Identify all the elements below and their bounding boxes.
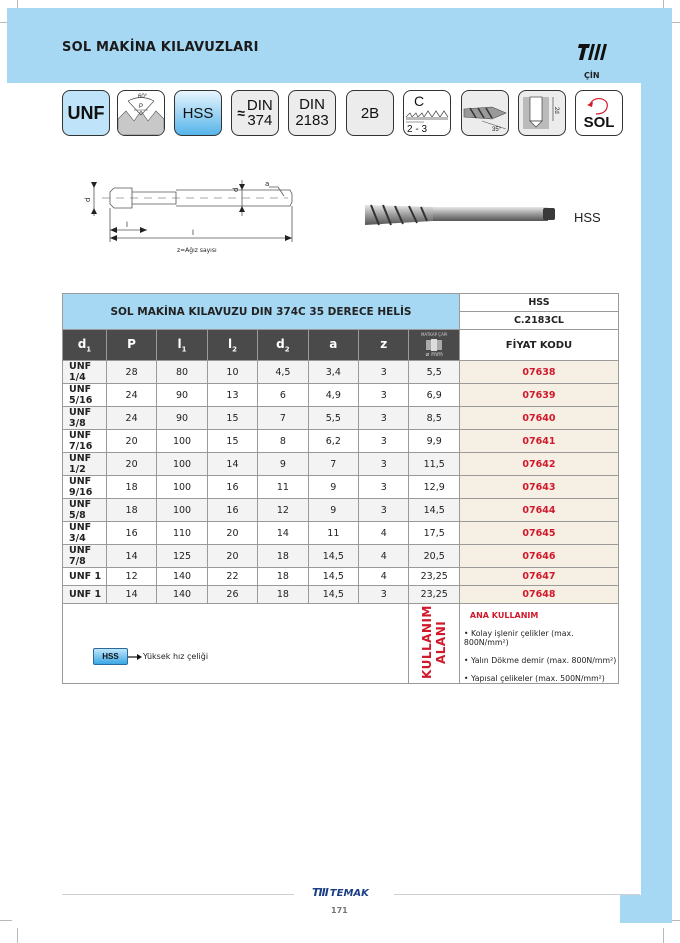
arrow-right-icon	[128, 653, 142, 661]
spiral-graphic	[462, 91, 508, 135]
price-code-cell: 07641	[459, 430, 618, 453]
table-body	[63, 361, 619, 604]
blind-hole-graphic	[519, 91, 565, 135]
table-cell: 11	[308, 522, 358, 545]
table-cell: 3	[359, 476, 409, 499]
table-row	[63, 384, 619, 407]
table-cell: 26	[207, 586, 257, 604]
table-cell: 14	[258, 522, 308, 545]
table-cell: 22	[207, 568, 257, 586]
table-cell: UNF 1/4	[63, 361, 107, 384]
table-cell: 5,5	[409, 361, 459, 384]
table-cell: 14	[106, 545, 156, 568]
unf-thread-icon: UNF	[62, 90, 110, 136]
table-cell: UNF 7/16	[63, 430, 107, 453]
table-cell: 4	[359, 522, 409, 545]
table-cell: UNF 1	[63, 586, 107, 604]
legend-text: Yüksek hız çeliği	[143, 652, 209, 661]
table-cell: 17,5	[409, 522, 459, 545]
main-usage-cell	[459, 604, 618, 684]
table-cell: 100	[157, 476, 207, 499]
table-cell: 90	[157, 384, 207, 407]
table-cell: 18	[106, 476, 156, 499]
table-cell: 13	[207, 384, 257, 407]
table-cell: 14,5	[308, 545, 358, 568]
table-cell: 4	[359, 568, 409, 586]
d1-label: d	[84, 197, 92, 202]
table-cell: UNF 1/2	[63, 453, 107, 476]
table-cell: 11	[258, 476, 308, 499]
main-usage-item: • Yalın Dökme demir (max. 800N/mm²)	[463, 656, 617, 665]
table-cell: 24	[106, 407, 156, 430]
column-header: $d_1$	[63, 330, 107, 361]
din-374-icon: ≈ DIN 374	[231, 90, 279, 136]
table-cell: 16	[106, 522, 156, 545]
table-cell: UNF 3/8	[63, 407, 107, 430]
table-cell: 3	[359, 361, 409, 384]
side-strip	[641, 83, 672, 923]
footer-rule-right	[394, 894, 640, 895]
table-cell: 100	[157, 499, 207, 522]
table-cell: 6,9	[409, 384, 459, 407]
left-hand-sol-icon: SOL	[575, 90, 623, 136]
page-number: 171	[331, 906, 348, 915]
table-cell: 90	[157, 407, 207, 430]
table-cell: 5,5	[308, 407, 358, 430]
page-title: SOL MAKİNA KILAVUZLARI	[62, 40, 259, 55]
table-cell: 18	[258, 568, 308, 586]
table-cell: UNF 5/8	[63, 499, 107, 522]
table-cell: 11,5	[409, 453, 459, 476]
table-cell: 100	[157, 430, 207, 453]
column-header-row	[63, 330, 619, 361]
thread-profile-graphic	[118, 91, 164, 135]
price-code-cell: 07648	[459, 586, 618, 604]
table-cell: 3	[359, 453, 409, 476]
table-cell: 140	[157, 586, 207, 604]
table-cell: 3	[359, 430, 409, 453]
tolerance-2b-icon: 2B	[346, 90, 394, 136]
price-code-cell: 07644	[459, 499, 618, 522]
table-cell: 3	[359, 407, 409, 430]
price-code-cell: 07646	[459, 545, 618, 568]
usage-area-label: KULLANIM ALANI	[420, 605, 449, 679]
counterclockwise-arrow-icon	[584, 96, 614, 116]
table-cell: 3	[359, 586, 409, 604]
din-2183-icon: DIN 2183	[288, 90, 336, 136]
hss-chip: HSS	[93, 648, 128, 665]
column-header: P	[106, 330, 156, 361]
price-code-cell: 07647	[459, 568, 618, 586]
table-cell: UNF 7/8	[63, 545, 107, 568]
origin-label: ÇİN	[584, 71, 600, 80]
legend-cell	[63, 604, 409, 684]
table-cell: 18	[106, 499, 156, 522]
table-row	[63, 407, 619, 430]
spiral-flute-35-icon	[461, 90, 509, 136]
table-cell: 16	[207, 476, 257, 499]
table-cell: 6	[258, 384, 308, 407]
table-cell: UNF 5/16	[63, 384, 107, 407]
column-header: $l_1$	[157, 330, 207, 361]
table-cell: 14,5	[308, 586, 358, 604]
main-usage-item: • Kolay işlenir çelikler (max. 800N/mm²)	[463, 629, 574, 647]
price-code-cell: 07643	[459, 476, 618, 499]
blind-hole-2d1-icon	[518, 90, 566, 136]
table-row	[63, 586, 619, 604]
side-strip-foot	[620, 895, 672, 923]
table-cell: 15	[207, 407, 257, 430]
table-cell: 125	[157, 545, 207, 568]
table-cell: 15	[207, 430, 257, 453]
footer-brand: TIII TEMAK	[312, 886, 369, 899]
depth-label: 2d	[553, 107, 559, 114]
table-cell: UNF 1	[63, 568, 107, 586]
usage-area-cell	[409, 604, 459, 684]
table-cell: 10	[207, 361, 257, 384]
table-cell: 3,4	[308, 361, 358, 384]
l2-label: l	[126, 221, 128, 229]
main-usage-title: ANA KULLANIM	[469, 611, 539, 620]
table-cell: 23,25	[409, 568, 459, 586]
a-label: a	[265, 180, 270, 188]
crop-mark	[663, 928, 664, 943]
angle-label: 60°	[138, 94, 148, 100]
chamfer-range: 2 - 3	[407, 124, 428, 135]
table-footer-row	[63, 604, 619, 684]
table-cell: 12	[106, 568, 156, 586]
table-cell: 16	[207, 499, 257, 522]
table-cell: 14,5	[409, 499, 459, 522]
table-cell: 4,5	[258, 361, 308, 384]
price-code-cell: 07642	[459, 453, 618, 476]
table-cell: 12	[258, 499, 308, 522]
table-cell: UNF 9/16	[63, 476, 107, 499]
chamfer-c-icon	[403, 90, 451, 136]
brand-logo	[578, 43, 608, 61]
price-code-header: FİYAT KODU	[459, 330, 618, 361]
table-cell: 6,2	[308, 430, 358, 453]
table-row	[63, 453, 619, 476]
table-cell: 7	[308, 453, 358, 476]
table-cell: 14	[106, 586, 156, 604]
price-code-cell: 07645	[459, 522, 618, 545]
thread-profile-60-icon	[117, 90, 165, 136]
drill-icon	[424, 339, 444, 351]
table-cell: 12,9	[409, 476, 459, 499]
column-header: $l_2$	[207, 330, 257, 361]
table-cell: 14	[207, 453, 257, 476]
main-usage-item: • Yapısal çelikeler (max. 500N/mm²)	[463, 674, 605, 683]
product-material-label: HSS	[574, 210, 601, 225]
table-cell: 14,5	[308, 568, 358, 586]
table-cell: UNF 3/4	[63, 522, 107, 545]
table-row	[63, 430, 619, 453]
hss-legend	[93, 648, 208, 665]
tap-product-image	[363, 197, 563, 233]
table-row	[63, 545, 619, 568]
technical-drawing	[72, 172, 297, 257]
table-row	[63, 522, 619, 545]
drawing-caption: z=Ağız sayısı	[177, 247, 217, 254]
pitch-label: P	[139, 104, 144, 110]
table-row	[63, 499, 619, 522]
footer-rule-left	[62, 894, 294, 895]
crop-mark	[17, 928, 18, 943]
chamfer-graphic	[404, 91, 450, 135]
column-header: a	[308, 330, 358, 361]
table-cell: 4,9	[308, 384, 358, 407]
table-cell: 23,25	[409, 586, 459, 604]
table-cell: 140	[157, 568, 207, 586]
table-cell: 7	[258, 407, 308, 430]
table-cell: 3	[359, 499, 409, 522]
column-header: z	[359, 330, 409, 361]
series-code: C.2183CL	[459, 312, 618, 330]
table-cell: 8	[258, 430, 308, 453]
table-row	[63, 568, 619, 586]
table-cell: 28	[106, 361, 156, 384]
table-cell: 18	[258, 586, 308, 604]
drill-diameter-header: MATKAP ÇAPI ⌀ mm	[409, 330, 459, 361]
table-cell: 80	[157, 361, 207, 384]
price-code-cell: 07639	[459, 384, 618, 407]
price-code-cell: 07640	[459, 407, 618, 430]
crop-mark	[0, 920, 12, 921]
table-cell: 20	[207, 522, 257, 545]
table-row	[63, 476, 619, 499]
material-header: HSS	[459, 294, 618, 312]
helix-angle: 35°	[492, 127, 502, 133]
table-cell: 9,9	[409, 430, 459, 453]
table-cell: 100	[157, 453, 207, 476]
table-cell: 9	[258, 453, 308, 476]
diameter-icon: ⌀	[425, 351, 432, 358]
product-table	[62, 293, 619, 684]
table-cell: 8,5	[409, 407, 459, 430]
table-cell: 18	[258, 545, 308, 568]
chamfer-letter: C	[414, 93, 425, 109]
table-cell: 20,5	[409, 545, 459, 568]
hss-material-icon: HSS	[174, 90, 222, 136]
table-cell: 20	[106, 430, 156, 453]
table-cell: 4	[359, 545, 409, 568]
table-title: SOL MAKİNA KILAVUZU DIN 374C 35 DERECE HELİS	[63, 294, 460, 330]
l1-label: l	[192, 229, 194, 237]
table-cell: 3	[359, 384, 409, 407]
table-cell: 24	[106, 384, 156, 407]
table-row	[63, 361, 619, 384]
table-cell: 20	[207, 545, 257, 568]
price-code-cell: 07638	[459, 361, 618, 384]
table-cell: 9	[308, 476, 358, 499]
table-cell: 9	[308, 499, 358, 522]
table-cell: 110	[157, 522, 207, 545]
column-header: $d_2$	[258, 330, 308, 361]
table-cell: 20	[106, 453, 156, 476]
d2-label: d	[232, 187, 240, 192]
